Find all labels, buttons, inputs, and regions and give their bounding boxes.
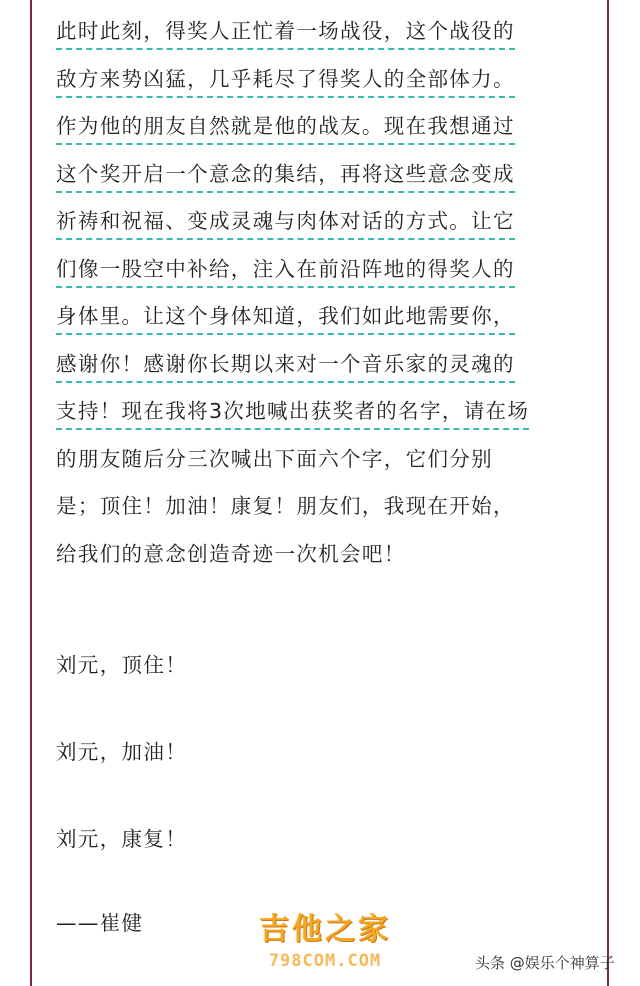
site-watermark (250, 912, 400, 972)
cheer-line-2: 刘元，加油！ (56, 740, 188, 764)
paragraph-line: 祈祷和祝福、变成灵魂与肉体对话的方式。让它 (56, 198, 596, 246)
cheer-line-1: 刘元，顶住！ (56, 653, 188, 677)
paragraph-line: 的朋友随后分三次喊出下面六个字，它们分别 (56, 446, 493, 471)
paragraph-line: 给我们的意念创造奇迹一次机会吧！ (56, 541, 406, 566)
paragraph-line: 作为他的朋友自然就是他的战友。现在我想通过 (56, 103, 596, 151)
source-credit: 头条 @娱乐个神算子 (475, 954, 615, 972)
paragraph-line: 身体里。让这个身体知道，我们如此地需要你， (56, 293, 596, 341)
signature: ——崔健 (56, 911, 144, 935)
left-frame-border (30, 0, 32, 986)
paragraph-line: 们像一股空中补给，注入在前沿阵地的得奖人的 (56, 246, 596, 294)
watermark-url: 798COM.COM (268, 951, 382, 971)
watermark-title: 吉他之家 (259, 912, 391, 947)
paragraph-line: 支持！现在我将3次地喊出获奖者的名字，请在场 (56, 388, 596, 436)
cheer-line-3: 刘元，康复！ (56, 827, 188, 851)
paragraph-line: 敌方来势凶猛，几乎耗尽了得奖人的全部体力。 (56, 56, 596, 104)
paragraph-line: 是；顶住！加油！康复！朋友们，我现在开始， (56, 494, 515, 518)
paragraph-line: 此时此刻，得奖人正忙着一场战役，这个战役的 (56, 8, 596, 56)
paragraph-line: 感谢你！感谢你长期以来对一个音乐家的灵魂的 (56, 341, 596, 389)
paragraph-line: 这个奖开启一个意念的集结，再将这些意念变成 (56, 151, 596, 199)
main-paragraph (56, 8, 596, 578)
right-frame-border (607, 0, 609, 986)
